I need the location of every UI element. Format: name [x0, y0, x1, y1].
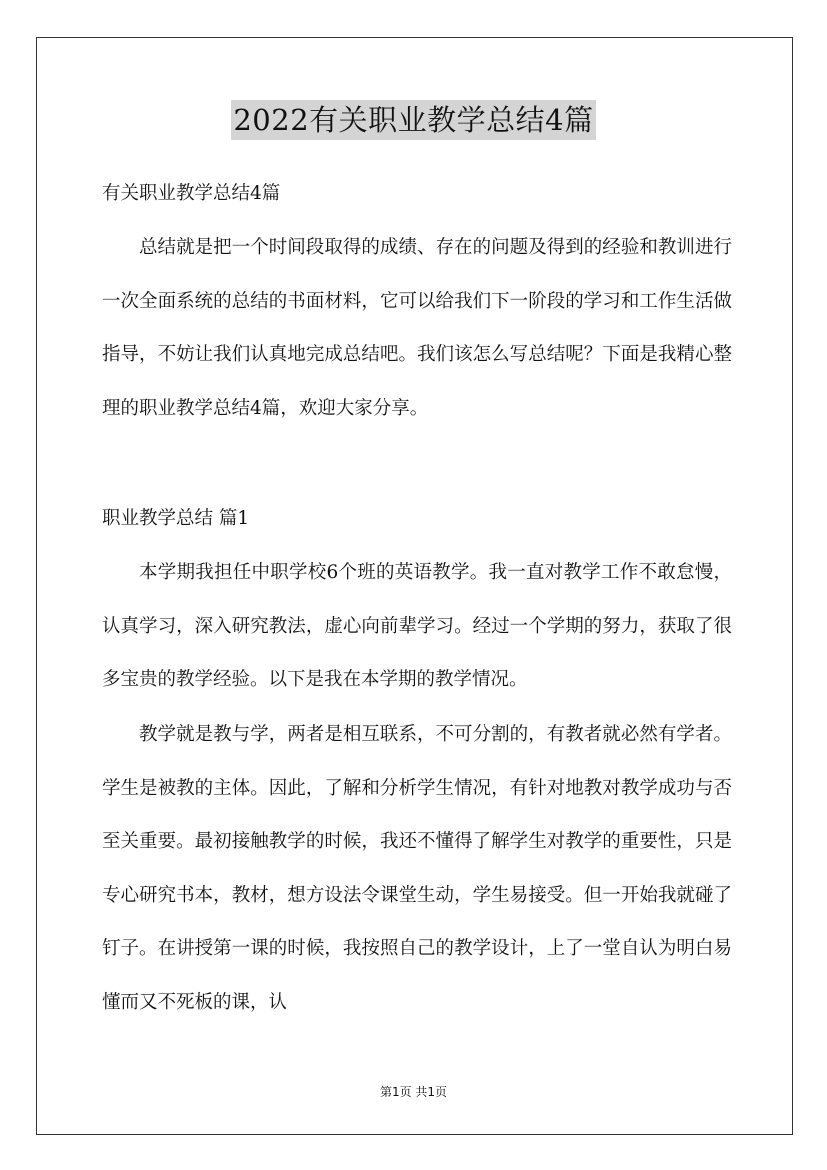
- body-paragraph: 教学就是教与学，两者是相互联系，不可分割的，有教者就必然有学者。学生是被教的主体。因此，了解和分析学生情况，有针对地教对教学成功与否至关重要。最初接触教学的时候，我还不懂得了解学生对教学的重要性，只是专心研究书本，教材，想方设法令课堂生动，学生易接受。但一开始我就碰了钉子。在讲授第一课的时候，我按照自己的教学设计，上了一堂自认为明白易懂而又不死板的课，认: [102, 724, 732, 1013]
- subtitle: 有关职业教学总结4篇: [102, 183, 281, 204]
- intro-paragraph: 总结就是把一个时间段取得的成绩、存在的问题及得到的经验和教训进行一次全面系统的总结的书面材料，它可以给我们下一阶段的学习和工作生活做指导，不妨让我们认真地完成总结吧。我们该怎么写总结呢？下面是我精心整理的职业教学总结4篇，欢迎大家分享。: [102, 237, 732, 419]
- page-footer: 第1页 共1页: [379, 1085, 448, 1099]
- section-heading: 职业教学总结 篇1: [102, 508, 250, 529]
- body-paragraph: 本学期我担任中职学校6个班的英语教学。我一直对教学工作不敢怠慢，认真学习，深入研究教法，虚心向前辈学习。经过一个学期的努力，获取了很多宝贵的教学经验。以下是我在本学期的教学情况。: [102, 562, 732, 690]
- document-title: 2022有关职业教学总结4篇: [231, 100, 595, 140]
- title-container: [0, 100, 827, 140]
